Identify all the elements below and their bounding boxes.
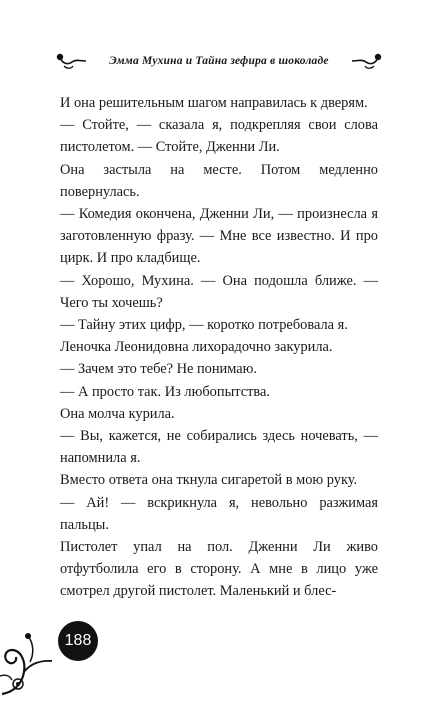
paragraph: — Зачем это тебе? Не понимаю. [60,361,258,378]
paragraph: — Вы, кажется, не собирались здесь ночевать, — напомнила я. [60,428,378,467]
paragraph: Она застыла на месте. Потом медленно повернулась. [60,161,378,200]
paragraph: И она решительным шагом направилась к дверям. [60,95,368,111]
paragraph: — А просто так. Из любопытства. [60,383,270,400]
paragraph: Леночка Леонидовна лихорадочно закурила. [60,339,333,356]
page-number [58,621,98,661]
paragraph: — Комедия окончена, Дженни Ли, — произнесла я заготовленную фразу. — Мне все известно. И про цирк. И про кладбище. [60,206,378,267]
paragraph: — Стойте, — сказала я, подкрепляя свои слова пистолетом. — Стойте, Дженни Ли. [60,117,378,156]
paragraph: — Ай! — вскрикнула я, невольно разжимая пальцы. [60,494,378,533]
paragraph: Она молча курила. [60,405,175,422]
header-title: Эмма Мухина и Тайна зефира в шоколаде [109,55,329,67]
curl-ornament-icon [0,614,70,705]
page-body-text [60,92,378,603]
running-header [0,48,438,78]
swirl-ornament-icon [350,50,386,77]
paragraph: Пистолет упал на пол. Дженни Ли живо отфутболила его в сторону. А мне в лицо уже смотрел другой пистолет. Маленький и блес- [60,539,378,600]
page-number-text: 188 [64,632,92,649]
paragraph: — Тайну этих цифр, — коротко потребовала я. [60,317,348,334]
paragraph: — Хорошо, Мухина. — Она подошла ближе. — Чего ты хочешь? [60,272,378,311]
paragraph: Вместо ответа она ткнула сигаретой в мою руку. [60,472,358,489]
